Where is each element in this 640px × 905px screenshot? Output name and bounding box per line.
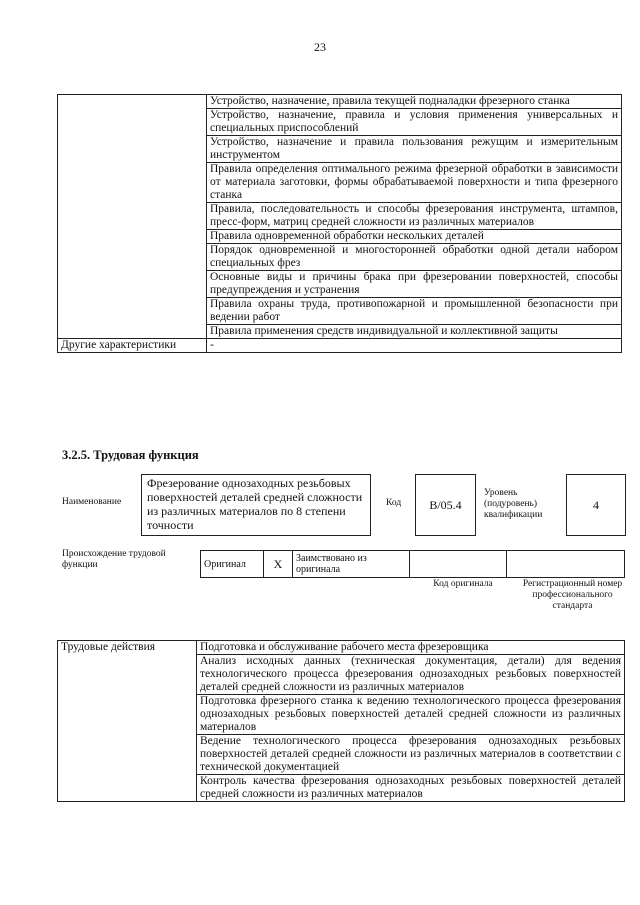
- origin-label: Происхождение трудовой функции: [62, 549, 166, 570]
- qualification-level-box: 4: [566, 474, 626, 536]
- function-name-box: Фрезерование однозаходных резьбовых поверхностей деталей средней сложности из различных материалов по 8 степени точности: [141, 474, 371, 536]
- action-item: Ведение технологического процесса фрезерования однозаходных резьбовых поверхностей деталей средней сложности из различных материалов в соответствии с технической документацией: [197, 735, 625, 775]
- requirement-item: Правила, последовательность и способы фрезерования инструмента, штампов, пресс-форм, матриц средней сложности из различных материалов: [207, 203, 622, 230]
- actions-label: Трудовые действия: [58, 641, 197, 802]
- level-label: Уровень (подуровень) квалификации: [484, 488, 543, 520]
- origin-code-cell: [410, 551, 507, 578]
- requirements-label-cell: [58, 95, 207, 339]
- table-row: [58, 95, 622, 109]
- actions-table: [57, 640, 625, 802]
- reg-number-caption: Регистрационный номер профессионального стандарта: [522, 579, 623, 611]
- action-item: Подготовка и обслуживание рабочего места фрезеровщика: [197, 641, 625, 655]
- requirement-item: Правила применения средств индивидуальной и коллективной защиты: [207, 325, 622, 339]
- requirement-item: Порядок одновременной и многосторонней обработки одной детали набором специальных фрез: [207, 244, 622, 271]
- action-item: Контроль качества фрезерования однозаходных резьбовых поверхностей деталей средней сложности из различных материалов: [197, 775, 625, 802]
- origin-original-cell: Оригинал: [201, 551, 264, 578]
- name-label: Наименование: [62, 497, 122, 507]
- requirement-item: Правила одновременной обработки нескольких деталей: [207, 230, 622, 244]
- code-original-caption: Код оригинала: [433, 579, 493, 589]
- code-label: Код: [386, 498, 402, 508]
- origin-mark-cell: X: [264, 551, 293, 578]
- requirement-item: Правила определения оптимального режима фрезерной обработки в зависимости от материала заготовки, формы обрабатываемой поверхности и типа фрезерного станка: [207, 163, 622, 203]
- origin-table: [200, 550, 625, 578]
- requirement-item: Правила охраны труда, противопожарной и промышленной безопасности при ведении работ: [207, 298, 622, 325]
- other-characteristics-value: -: [207, 339, 622, 353]
- requirement-item: Устройство, назначение, правила текущей подналадки фрезерного станка: [207, 95, 622, 109]
- origin-borrowed-cell: Заимствовано из оригинала: [293, 551, 410, 578]
- section-heading: 3.2.5. Трудовая функция: [62, 448, 199, 462]
- other-characteristics-label: Другие характеристики: [58, 339, 207, 353]
- table-row: [201, 551, 625, 578]
- origin-reg-number-cell: [507, 551, 625, 578]
- table-row: [58, 641, 625, 655]
- table-row: [58, 339, 622, 353]
- requirements-table: [57, 94, 622, 353]
- requirement-item: Устройство, назначение и правила пользования режущим и измерительным инструментом: [207, 136, 622, 163]
- requirement-item: Устройство, назначение, правила и условия применения универсальных и специальных приспособлений: [207, 109, 622, 136]
- page-number: 23: [314, 40, 326, 54]
- function-code-box: В/05.4: [415, 474, 476, 536]
- requirement-item: Основные виды и причины брака при фрезеровании поверхностей, способы предупреждения и устранения: [207, 271, 622, 298]
- action-item: Анализ исходных данных (техническая документация, детали) для ведения технологического процесса фрезерования однозаходных резьбовых поверхностей деталей средней сложности из различных материалов: [197, 655, 625, 695]
- action-item: Подготовка фрезерного станка к ведению технологического процесса фрезерования однозаходных резьбовых поверхностей деталей средней сложности из различных материалов: [197, 695, 625, 735]
